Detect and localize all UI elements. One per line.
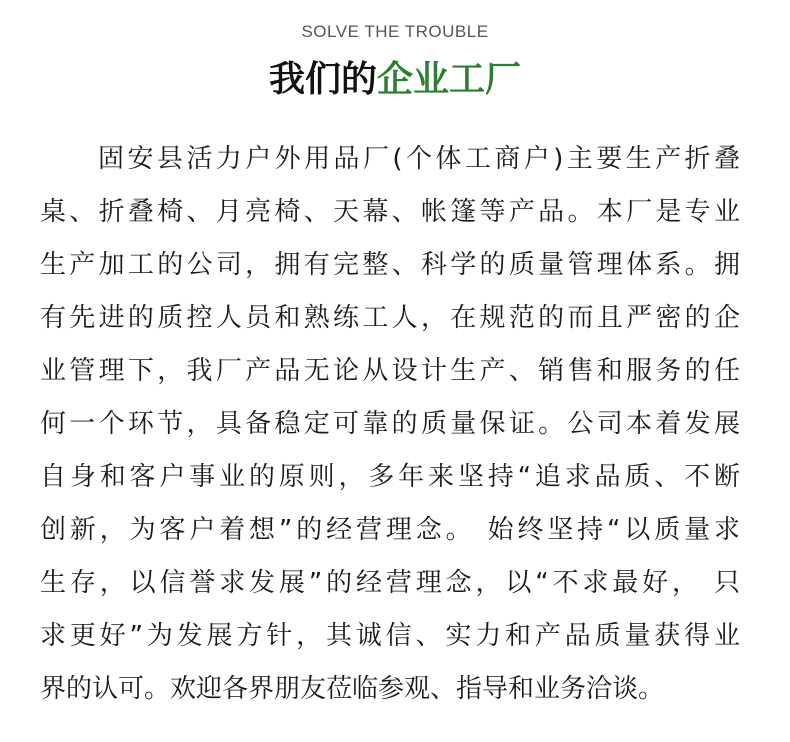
paragraph-line: 固安县活力户外用品厂(个体工商户)主要生产折叠 [98,144,740,174]
section-subtitle: SOLVE THE TROUBLE [301,22,489,41]
paragraph-line: 业管理下，我厂产品无论从设计生产、销售和服务的任 [40,356,740,386]
paragraph-line: 生存，以信誉求发展”的经营理念，以“不求最好， 只 [40,568,740,598]
title-plain: 我们的 [268,59,377,100]
company-description [40,133,740,716]
paragraph-line: 生产加工的公司，拥有完整、科学的质量管理体系。拥 [40,250,740,280]
paragraph-line: 求更好”为发展方针，其诚信、实力和产品质量获得业 [40,621,740,651]
page-title [0,55,790,105]
title-accent: 企业工厂 [377,59,522,100]
paragraph-line: 界的认可。欢迎各界朋友莅临参观、指导和业务洽谈。 [40,674,665,704]
paragraph-line: 有先进的质控人员和熟练工人，在规范的而且严密的企 [40,303,740,333]
paragraph-line: 桌、折叠椅、月亮椅、天幕、帐篷等产品。本厂是专业 [40,197,740,227]
paragraph-line: 创新，为客户着想”的经营理念。 始终坚持“以质量求 [40,515,740,545]
paragraph-line: 自身和客户事业的原则，多年来坚持“追求品质、不断 [40,462,740,492]
paragraph-line: 何一个环节，具备稳定可靠的质量保证。公司本着发展 [40,409,740,439]
